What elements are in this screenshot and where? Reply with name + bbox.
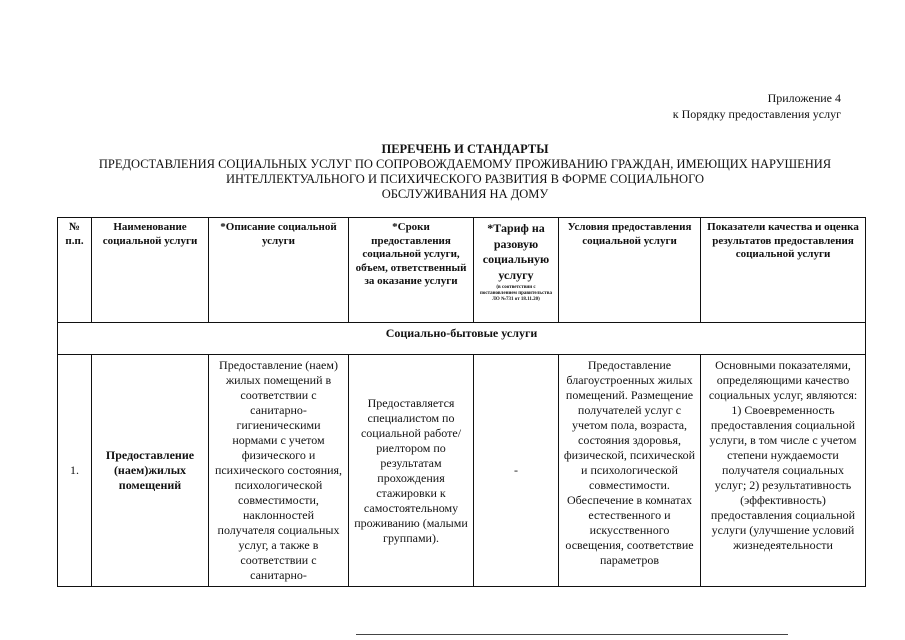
appendix-order-reference: к Порядку предоставления услуг <box>672 107 841 121</box>
appendix-reference <box>673 90 841 122</box>
header-num: № п.п. <box>58 218 92 323</box>
header-description: *Описание социальной услуги <box>209 218 349 323</box>
row-service-name: Предоставление (наем)жилых помещений <box>92 355 209 587</box>
header-quality: Показатели качества и оценка результатов предоставления социальной услуги <box>701 218 866 323</box>
header-tariff-note: (в соответствии с постановлением правительства ЛО №731 от 18.11.20) <box>480 285 552 302</box>
section-title: Социально-бытовые услуги <box>58 323 866 355</box>
row-num: 1. <box>58 355 92 587</box>
title-main: ПЕРЕЧЕНЬ И СТАНДАРТЫ <box>381 142 549 156</box>
section-row <box>58 323 866 355</box>
header-tariff <box>474 218 559 323</box>
row-quality: Основными показателями, определяющими качество социальных услуг, являются: 1) Своевременность предоставления социальной услуги, в том числе с учетом степени нуждаемости получателя социальных услуг; 2) результативность (эффективность) предоставления социальной услуги (улучшение условий жизнедеятельности <box>701 355 866 587</box>
appendix-number: Приложение 4 <box>767 91 841 105</box>
title-line-3: ИНТЕЛЛЕКТУАЛЬНОГО И ПСИХИЧЕСКОГО РАЗВИТИЯ В ФОРМЕ СОЦИАЛЬНОГО <box>225 172 705 186</box>
header-tariff-label: *Тариф на разовую социальную услугу <box>482 221 550 282</box>
row-conditions: Предоставление благоустроенных жилых помещений. Размещение получателей услуг с учетом пола, возраста, состояния здоровья, физической, психической и психологической совместимости. Обеспечение в комнатах естественного и искусственного освещения, соответствие параметров <box>559 355 701 587</box>
row-description: Предоставление (наем) жилых помещений в соответствии с санитарно-гигиеническими нормами с учетом физического и психического состояния, психологической совместимости, наклонностей получателя социальных услуг, а также в соответствии с санитарно- <box>209 355 349 587</box>
services-table <box>57 217 866 587</box>
header-conditions: Условия предоставления социальной услуги <box>559 218 701 323</box>
title-line-4: ОБСЛУЖИВАНИЯ НА ДОМУ <box>381 187 549 201</box>
page-bottom-rule <box>356 634 788 635</box>
header-name: Наименование социальной услуги <box>92 218 209 323</box>
row-tariff: - <box>474 355 559 587</box>
table-header-row <box>58 218 866 323</box>
header-terms: *Сроки предоставления социальной услуги, объем, ответственный за оказание услуги <box>349 218 474 323</box>
table-row <box>58 355 866 587</box>
title-line-2: ПРЕДОСТАВЛЕНИЯ СОЦИАЛЬНЫХ УСЛУГ ПО СОПРОВОЖДАЕМОМУ ПРОЖИВАНИЮ ГРАЖДАН, ИМЕЮЩИХ НАРУШЕНИЯ <box>98 157 832 171</box>
document-title <box>80 142 850 202</box>
row-terms: Предоставляется специалистом по социальной работе/риелтором по результатам прохождения стажировки к самостоятельному проживанию (малыми группами). <box>349 355 474 587</box>
